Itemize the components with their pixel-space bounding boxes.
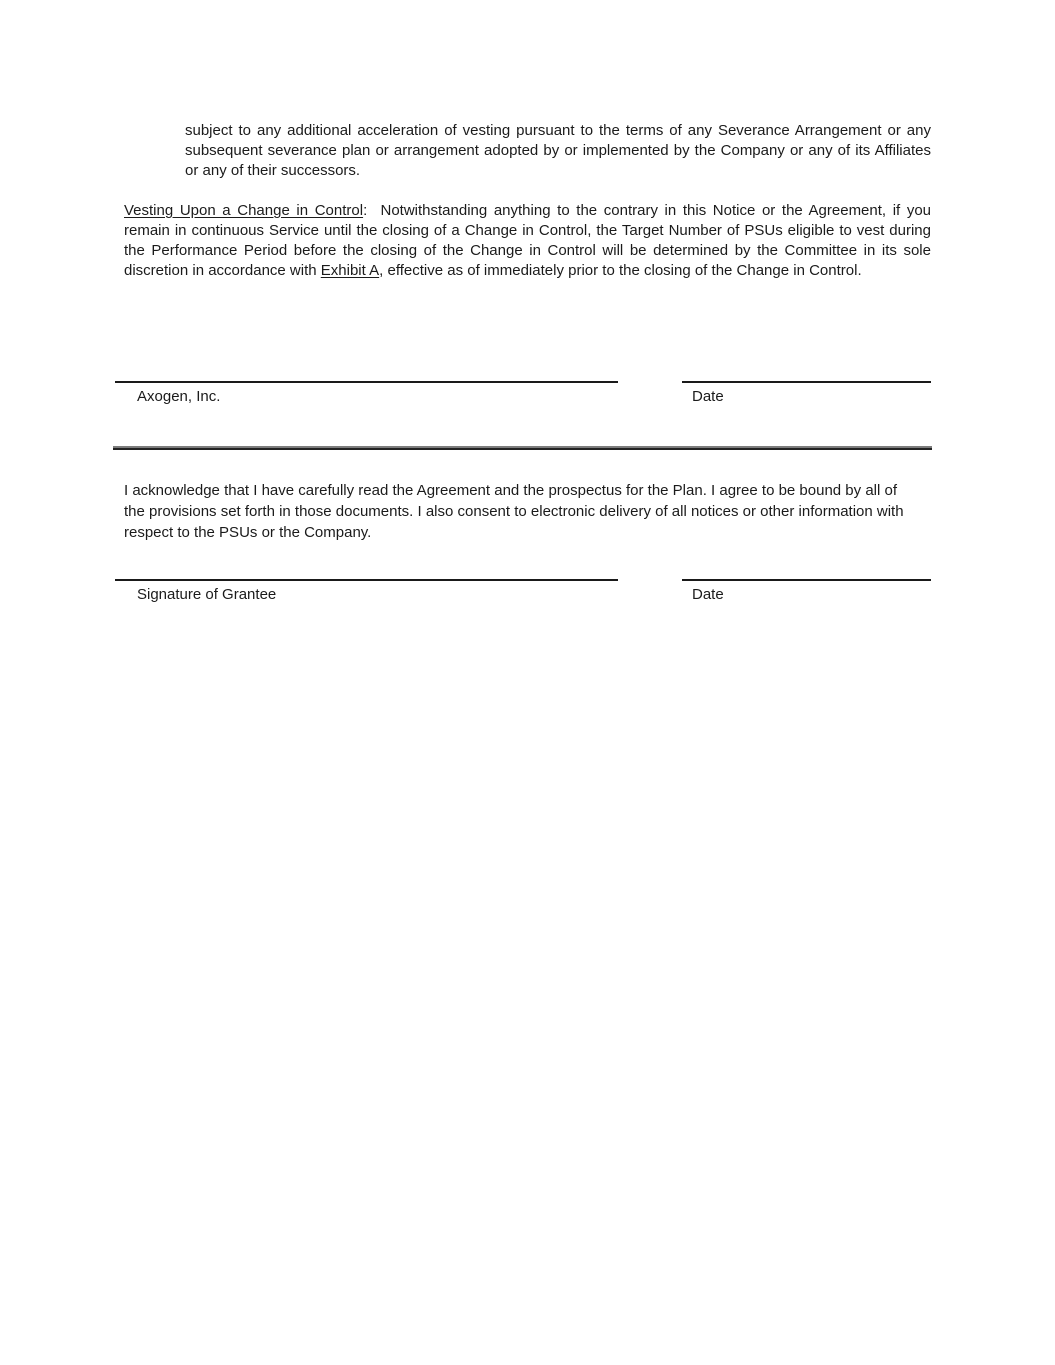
paragraph-acceleration-of-vesting: subject to any additional acceleration of vesting pursuant to the terms of any Severance Arrangement or any subsequent severance plan or arrangement adopted by or implemented by the Company or any of its Affiliates or any of their successors.	[185, 122, 931, 179]
company-name-label: Axogen, Inc.	[137, 388, 221, 405]
vesting-heading: Vesting Upon a Change in Control	[124, 202, 364, 219]
vesting-body-after-exhibit: , effective as of immediately prior to the closing of the Change in Control.	[379, 262, 862, 279]
company-signature-line	[115, 381, 618, 406]
grantee-signature-label: Signature of Grantee	[137, 586, 277, 603]
section-divider-double-rule	[113, 446, 932, 450]
vesting-body-before-exhibit: Notwithstanding anything to the contrary in this Notice or the Agreement, if you remain in continuous Service until the closing of a Change in Control, the Target Number of PSUs eligible to vest during the Performance Period before the closing of the Change in Control will be determined by the Committee in its sole discretion in accordance with	[124, 202, 932, 279]
exhibit-a-reference: Exhibit A	[320, 262, 380, 279]
grantee-date-line	[682, 579, 931, 604]
paragraph-vesting-upon-change-in-control	[124, 201, 931, 281]
grantee-signature-line	[115, 579, 618, 604]
vesting-heading-colon: :	[363, 202, 368, 219]
company-date-label: Date	[692, 388, 724, 405]
company-date-line	[682, 381, 931, 406]
company-signature-block	[115, 381, 931, 406]
paragraph-grantee-acknowledgment: I acknowledge that I have carefully read the Agreement and the prospectus for the Plan. I agree to be bound by all of the provisions set forth in those documents. I also consent to electronic delivery of all notices or other information with respect to the PSUs or the Company.	[124, 482, 904, 541]
grantee-date-label: Date	[692, 586, 724, 603]
grantee-signature-block	[115, 579, 931, 604]
